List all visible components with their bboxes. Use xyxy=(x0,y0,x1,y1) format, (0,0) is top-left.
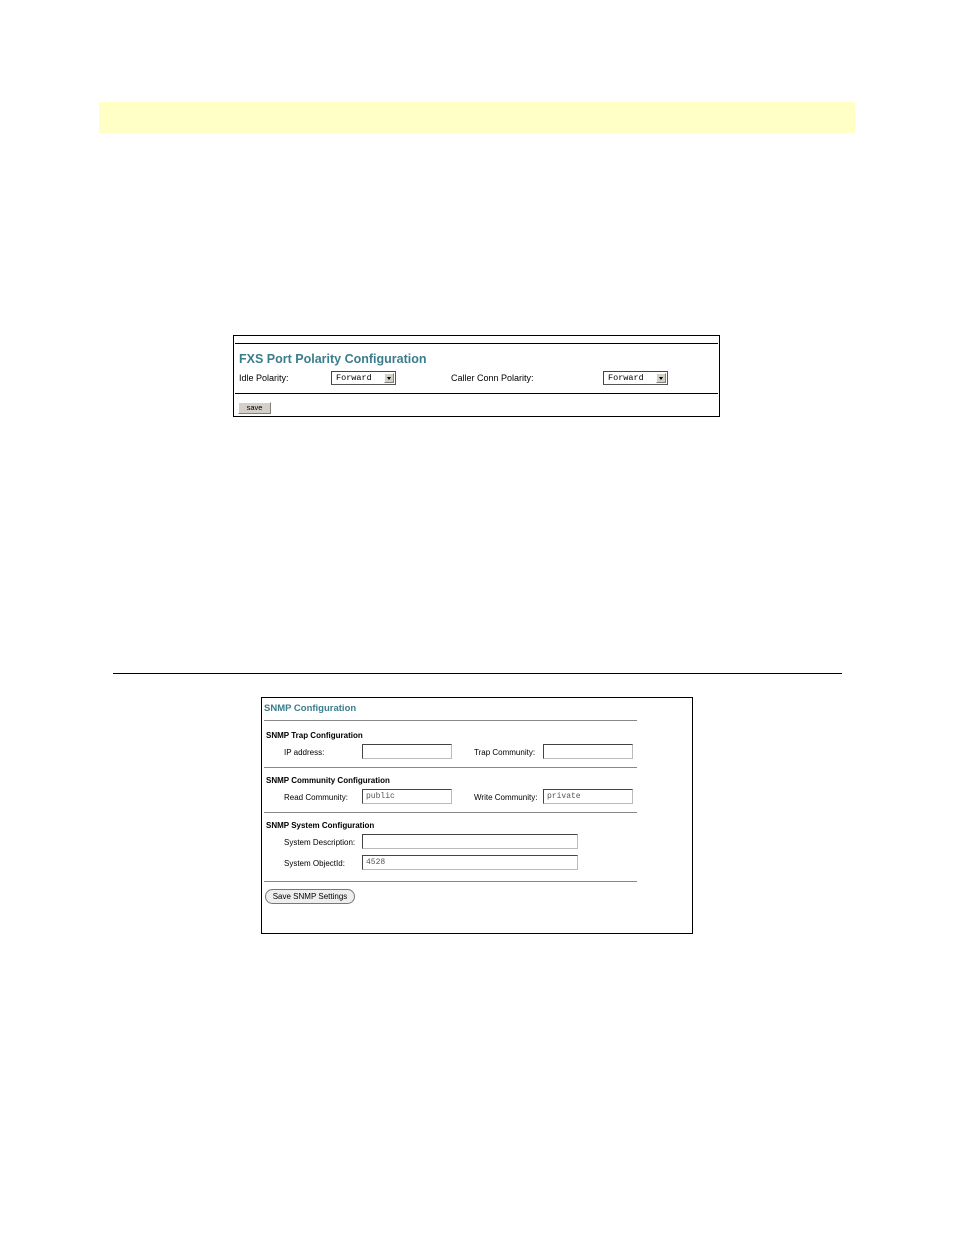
idle-polarity-select[interactable] xyxy=(331,371,396,385)
snmp-trap-heading: SNMP Trap Configuration xyxy=(266,731,363,740)
divider xyxy=(264,812,637,813)
snmp-community-heading: SNMP Community Configuration xyxy=(266,776,390,785)
ip-address-label: IP address: xyxy=(284,748,325,757)
snmp-configuration-panel xyxy=(261,697,693,934)
divider xyxy=(235,343,718,344)
divider xyxy=(264,767,637,768)
caller-conn-polarity-select[interactable] xyxy=(603,371,668,385)
system-description-label: System Description: xyxy=(284,838,356,847)
chevron-down-icon[interactable] xyxy=(656,373,666,383)
trap-community-label: Trap Community: xyxy=(474,748,536,757)
caller-conn-polarity-label: Caller Conn Polarity: xyxy=(451,373,534,383)
system-description-input[interactable] xyxy=(362,834,578,849)
divider xyxy=(235,393,718,394)
save-button[interactable]: save xyxy=(238,402,271,414)
fxs-polarity-panel xyxy=(233,335,720,417)
ip-address-input[interactable] xyxy=(362,744,452,759)
write-community-label: Write Community: xyxy=(474,793,538,802)
save-snmp-settings-button[interactable]: Save SNMP Settings xyxy=(265,889,355,904)
trap-community-input[interactable] xyxy=(543,744,633,759)
chevron-down-icon[interactable] xyxy=(384,373,394,383)
read-community-input[interactable]: public xyxy=(362,789,452,804)
write-community-input[interactable]: private xyxy=(543,789,633,804)
snmp-system-heading: SNMP System Configuration xyxy=(266,821,375,830)
divider xyxy=(264,881,637,882)
idle-polarity-label: Idle Polarity: xyxy=(239,373,289,383)
system-object-id-input[interactable]: 4528 xyxy=(362,855,578,870)
read-community-label: Read Community: xyxy=(284,793,349,802)
caller-conn-polarity-value: Forward xyxy=(608,373,644,383)
divider xyxy=(264,720,637,721)
fxs-polarity-title: FXS Port Polarity Configuration xyxy=(239,352,427,366)
idle-polarity-value: Forward xyxy=(336,373,372,383)
system-object-id-label: System ObjectId: xyxy=(284,859,345,868)
snmp-title: SNMP Configuration xyxy=(264,703,357,714)
highlight-band xyxy=(99,102,855,133)
horizontal-rule xyxy=(113,673,842,674)
